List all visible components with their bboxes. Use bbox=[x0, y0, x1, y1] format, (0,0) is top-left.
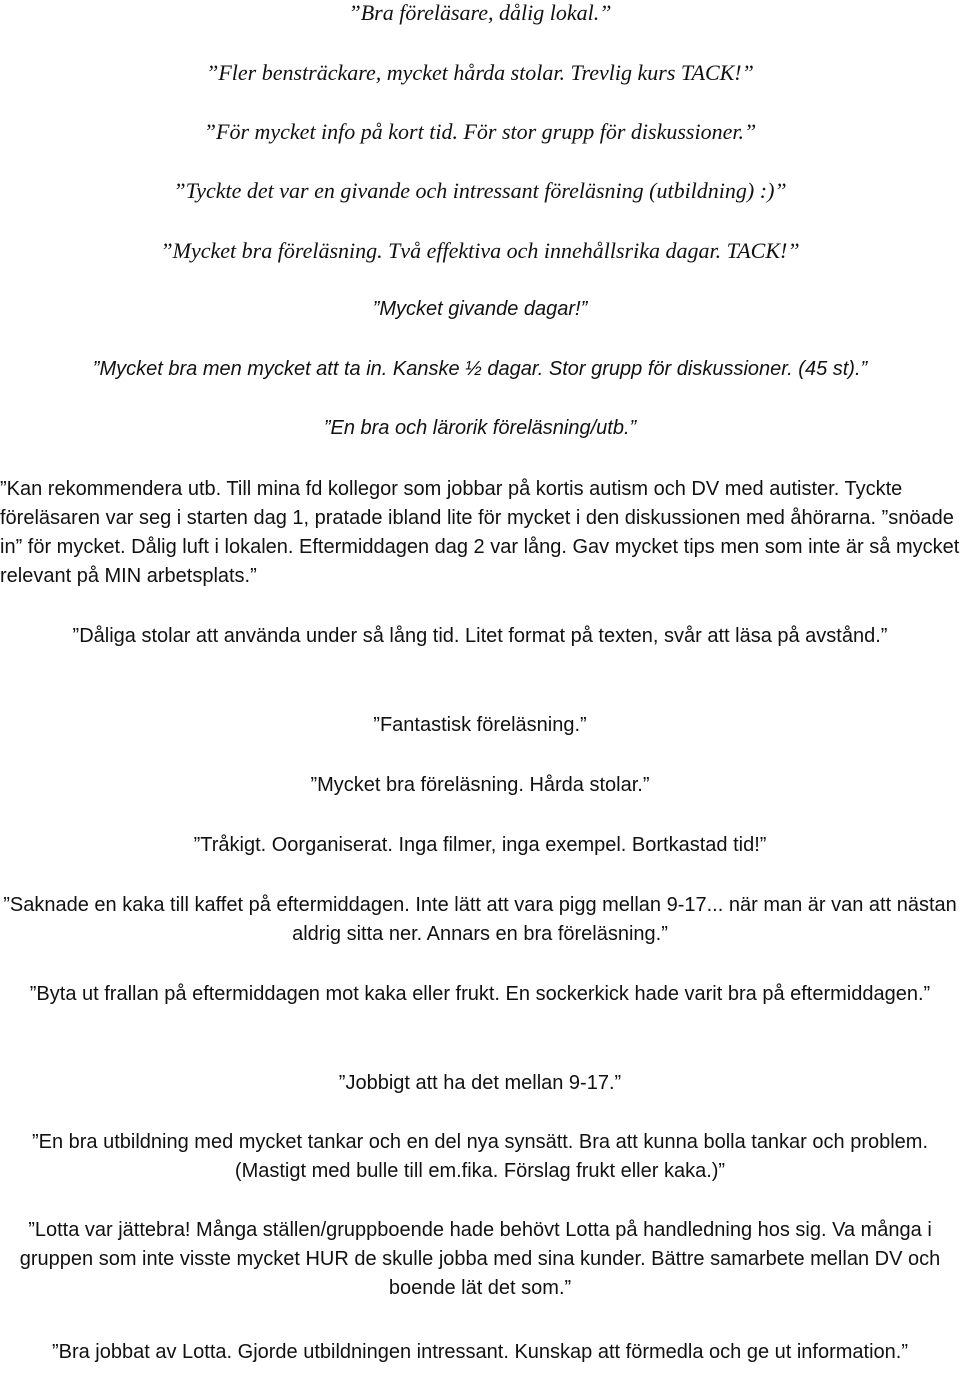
comment-11: ”Fantastisk föreläsning.” bbox=[373, 714, 587, 736]
comment-18: ”Lotta var jättebra! Många ställen/gruppboende hade behövt Lotta på handledning hos sig. Va många i gruppen som inte visste mycket HUR de skulle jobba med sina kunder. Bättre samarbete mellan DV och boende lät det som.” bbox=[19, 1219, 941, 1299]
comment-2: ”Fler bensträckare, mycket hårda stolar. Trevlig kurs TACK!” bbox=[206, 60, 754, 85]
comment-1: ”Bra föreläsare, dålig lokal.” bbox=[348, 0, 612, 25]
comment-17: ”En bra utbildning med mycket tankar och en del nya synsätt. Bra att kunna bolla tankar och problem. (Mastigt med bulle till em.fika. Förslag frukt eller kaka.)” bbox=[31, 1131, 929, 1182]
comment-10: ”Dåliga stolar att använda under så lång tid. Litet format på texten, svår att läsa på avstånd.” bbox=[72, 625, 888, 647]
comment-3: ”För mycket info på kort tid. För stor grupp för diskussioner.” bbox=[203, 119, 757, 144]
comment-14: ”Saknade en kaka till kaffet på eftermiddagen. Inte lätt att vara pigg mellan 9-17... när man är van att nästan aldrig sitta ner. Annars en bra föreläsning.” bbox=[3, 894, 957, 945]
comment-15: ”Byta ut frallan på eftermiddagen mot kaka eller frukt. En sockerkick hade varit bra på eftermiddagen.” bbox=[29, 983, 931, 1005]
comment-7: ”Mycket bra men mycket att ta in. Kanske ½ dagar. Stor grupp för diskussioner. (45 st).” bbox=[92, 358, 868, 380]
comment-6: ”Mycket givande dagar!” bbox=[372, 298, 588, 320]
comment-12: ”Mycket bra föreläsning. Hårda stolar.” bbox=[310, 774, 650, 796]
comment-19: ”Bra jobbat av Lotta. Gjorde utbildningen intressant. Kunskap att förmedla och ge ut information.” bbox=[51, 1341, 909, 1363]
comment-4: ”Tyckte det var en givande och intressant föreläsning (utbildning) :)” bbox=[173, 178, 787, 203]
comment-5: ”Mycket bra föreläsning. Två effektiva och innehållsrika dagar. TACK!” bbox=[160, 238, 800, 263]
comment-9: ”Kan rekommendera utb. Till mina fd kollegor som jobbar på kortis autism och DV med autister. Tyckte föreläsaren var seg i starten dag 1, pratade ibland lite för mycket i den diskussionen med åhörarna. ”snöade in” för mycket. Dålig luft i lokalen. Eftermiddagen dag 2 var lång. Gav mycket tips men som inte är så mycket relevant på MIN arbetsplats.” bbox=[0, 478, 960, 587]
comment-13: ”Tråkigt. Oorganiserat. Inga filmer, inga exempel. Bortkastad tid!” bbox=[193, 834, 767, 856]
comment-16: ”Jobbigt att ha det mellan 9-17.” bbox=[338, 1072, 622, 1094]
comment-8: ”En bra och lärorik föreläsning/utb.” bbox=[323, 417, 637, 439]
